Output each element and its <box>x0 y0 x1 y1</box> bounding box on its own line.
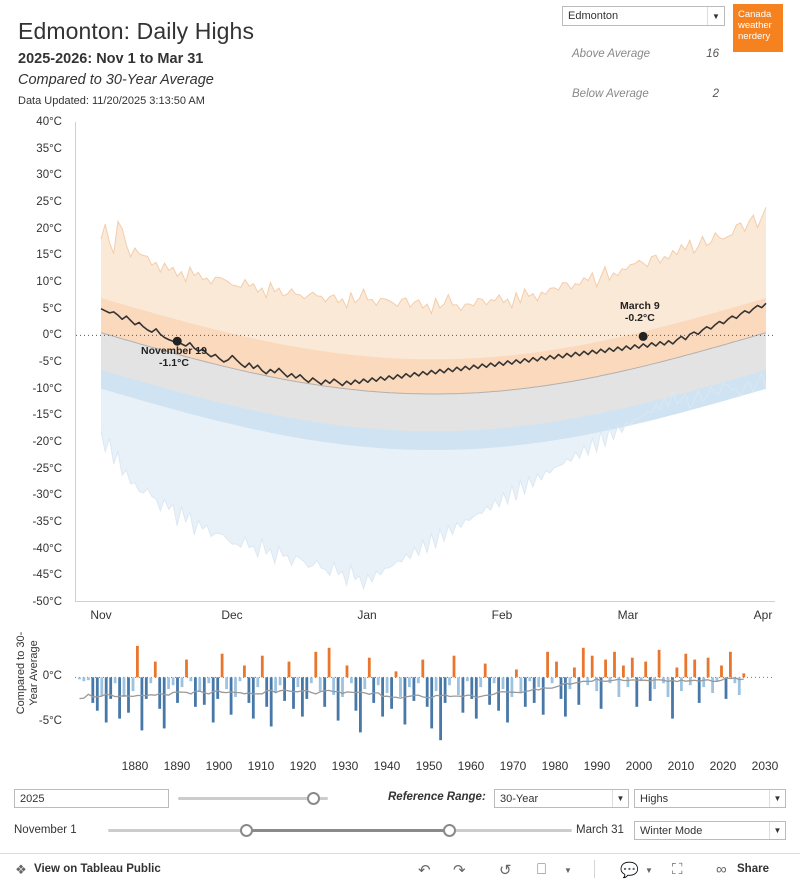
city-dropdown-value: Edmonton <box>568 10 619 22</box>
annotation-march-9-label: March 9 <box>620 300 660 312</box>
share-icon[interactable]: ∞ <box>716 861 727 878</box>
undo-icon[interactable]: ↶ <box>418 862 431 879</box>
annotation-november-19-value: -1.1°C <box>159 357 189 369</box>
chevron-down-icon[interactable]: ▼ <box>769 822 785 839</box>
y-tick-neg50: -50°C <box>32 596 62 608</box>
year-input[interactable]: 2025 <box>14 789 169 808</box>
y-tick-neg30: -30°C <box>32 489 62 502</box>
sub-x-tick-2010: 2010 <box>667 759 695 773</box>
share-label[interactable]: Share <box>737 863 769 875</box>
y-tick-neg20: -20°C <box>32 436 62 448</box>
controls-panel <box>0 785 800 850</box>
y-tick-neg35: -35°C <box>32 516 62 528</box>
revert-icon[interactable]: ↺ <box>499 862 512 879</box>
y-tick-35: 35°C <box>36 142 62 155</box>
sub-x-tick-1910: 1910 <box>247 759 275 773</box>
sub-x-tick-1900: 1900 <box>205 759 233 773</box>
y-tick-neg5: -5°C <box>38 356 62 368</box>
reference-range-value: 30-Year <box>500 792 539 805</box>
x-tick-jan: Jan <box>357 608 377 622</box>
sub-x-tick-2000: 2000 <box>625 759 653 773</box>
y-tick-0: 0°C <box>42 329 62 342</box>
reference-range-dropdown[interactable] <box>494 789 629 808</box>
sub-x-tick-1950: 1950 <box>415 759 443 773</box>
metric-dropdown[interactable] <box>634 789 786 808</box>
comment-icon[interactable]: 💬 <box>620 862 639 879</box>
x-tick-feb: Feb <box>491 608 513 622</box>
annotation-march-9-value: -0.2°C <box>624 312 655 324</box>
y-tick-30: 30°C <box>36 169 62 182</box>
tableau-footer <box>0 853 800 887</box>
date-range-end-label: March 31 <box>576 824 624 836</box>
year-slider-track[interactable] <box>178 797 328 800</box>
fullscreen-icon[interactable]: ⛶ <box>672 861 683 878</box>
badge-line-2: weather <box>738 20 772 31</box>
city-dropdown[interactable] <box>562 6 725 26</box>
chevron-down-icon[interactable]: ▼ <box>769 790 785 807</box>
sub-x-tick-1920: 1920 <box>289 759 317 773</box>
mode-dropdown[interactable] <box>634 821 786 840</box>
sub-x-tick-1940: 1940 <box>373 759 401 773</box>
page-header <box>0 0 800 116</box>
sub-plot-svg <box>75 638 775 756</box>
y-tick-10: 10°C <box>36 276 62 288</box>
sub-x-tick-1930: 1930 <box>331 759 359 773</box>
metric-value: Highs <box>640 792 669 805</box>
y-tick-15: 15°C <box>36 249 62 262</box>
mode-value: Winter Mode <box>640 824 703 837</box>
stat-above-average-label: Above Average <box>572 48 651 60</box>
sub-y-tick-neg5: -5°C <box>38 715 62 727</box>
sub-plot-area <box>75 638 775 756</box>
data-updated-text: Data Updated: 11/20/2025 3:13:50 AM <box>18 95 205 107</box>
stat-above-average-value: 16 <box>706 48 719 60</box>
y-tick-neg25: -25°C <box>32 462 62 475</box>
redo-icon[interactable]: ↷ <box>453 862 466 879</box>
y-tick-neg10: -10°C <box>32 382 62 395</box>
chevron-down-icon[interactable]: ▼ <box>707 7 724 25</box>
year-slider-knob[interactable] <box>307 792 320 805</box>
y-tick-neg45: -45°C <box>32 569 62 582</box>
tableau-logo-icon[interactable]: ❖ <box>15 862 27 877</box>
x-tick-nov: Nov <box>90 608 112 622</box>
y-tick-5: 5°C <box>42 302 62 315</box>
sub-x-tick-1960: 1960 <box>457 759 485 773</box>
main-temperature-chart <box>0 116 800 626</box>
badge-line-3: nerdery <box>738 31 771 42</box>
sub-x-tick-2020: 2020 <box>709 759 737 773</box>
historical-comparison-chart <box>0 630 800 780</box>
x-tick-mar: Mar <box>617 608 639 622</box>
chevron-down-icon[interactable]: ▼ <box>645 866 653 875</box>
sub-x-tick-1970: 1970 <box>499 759 527 773</box>
date-slider-selected-range[interactable] <box>250 829 450 832</box>
page-title: Edmonton: Daily Highs <box>18 18 255 44</box>
reference-range-label: Reference Range: <box>388 791 486 803</box>
sub-y-tick-0: 0°C <box>42 670 62 682</box>
stat-below-average-label: Below Average <box>572 88 649 100</box>
chevron-down-icon[interactable]: ▼ <box>612 790 628 807</box>
sub-x-tick-1880: 1880 <box>121 759 149 773</box>
date-slider-knob-end[interactable] <box>443 824 456 837</box>
sub-x-tick-1890: 1890 <box>163 759 191 773</box>
chevron-down-icon[interactable]: ▼ <box>564 866 572 875</box>
stat-below-average-value: 2 <box>712 88 719 100</box>
y-tick-neg15: -15°C <box>32 409 62 422</box>
annotation-november-19-label: November 19 <box>141 345 207 357</box>
page-subtitle: 2025-2026: Nov 1 to Mar 31 <box>18 51 204 67</box>
sub-x-tick-1980: 1980 <box>541 759 569 773</box>
date-range-start-label: November 1 <box>14 824 77 836</box>
y-tick-neg40: -40°C <box>32 542 62 555</box>
refresh-icon[interactable]: ⎕ <box>537 861 547 878</box>
annotation-november-19 <box>141 345 207 369</box>
sub-chart-y-axis-label: Compared to 30-Year Average <box>15 631 40 715</box>
page-subtitle-comparison: Compared to 30-Year Average <box>18 72 214 88</box>
view-on-tableau-public-link[interactable]: View on Tableau Public <box>34 863 161 875</box>
x-tick-dec: Dec <box>221 608 243 622</box>
date-slider-knob-start[interactable] <box>240 824 253 837</box>
badge-line-1: Canada <box>738 9 772 20</box>
footer-divider <box>594 860 595 878</box>
x-tick-apr: Apr <box>753 608 773 622</box>
sub-x-tick-1990: 1990 <box>583 759 611 773</box>
y-tick-20: 20°C <box>36 222 62 235</box>
y-tick-40: 40°C <box>36 116 62 128</box>
sub-x-tick-2030: 2030 <box>751 759 779 773</box>
canada-weather-nerdery-badge[interactable] <box>733 4 783 52</box>
annotation-march-9 <box>620 300 660 324</box>
y-tick-25: 25°C <box>36 196 62 208</box>
